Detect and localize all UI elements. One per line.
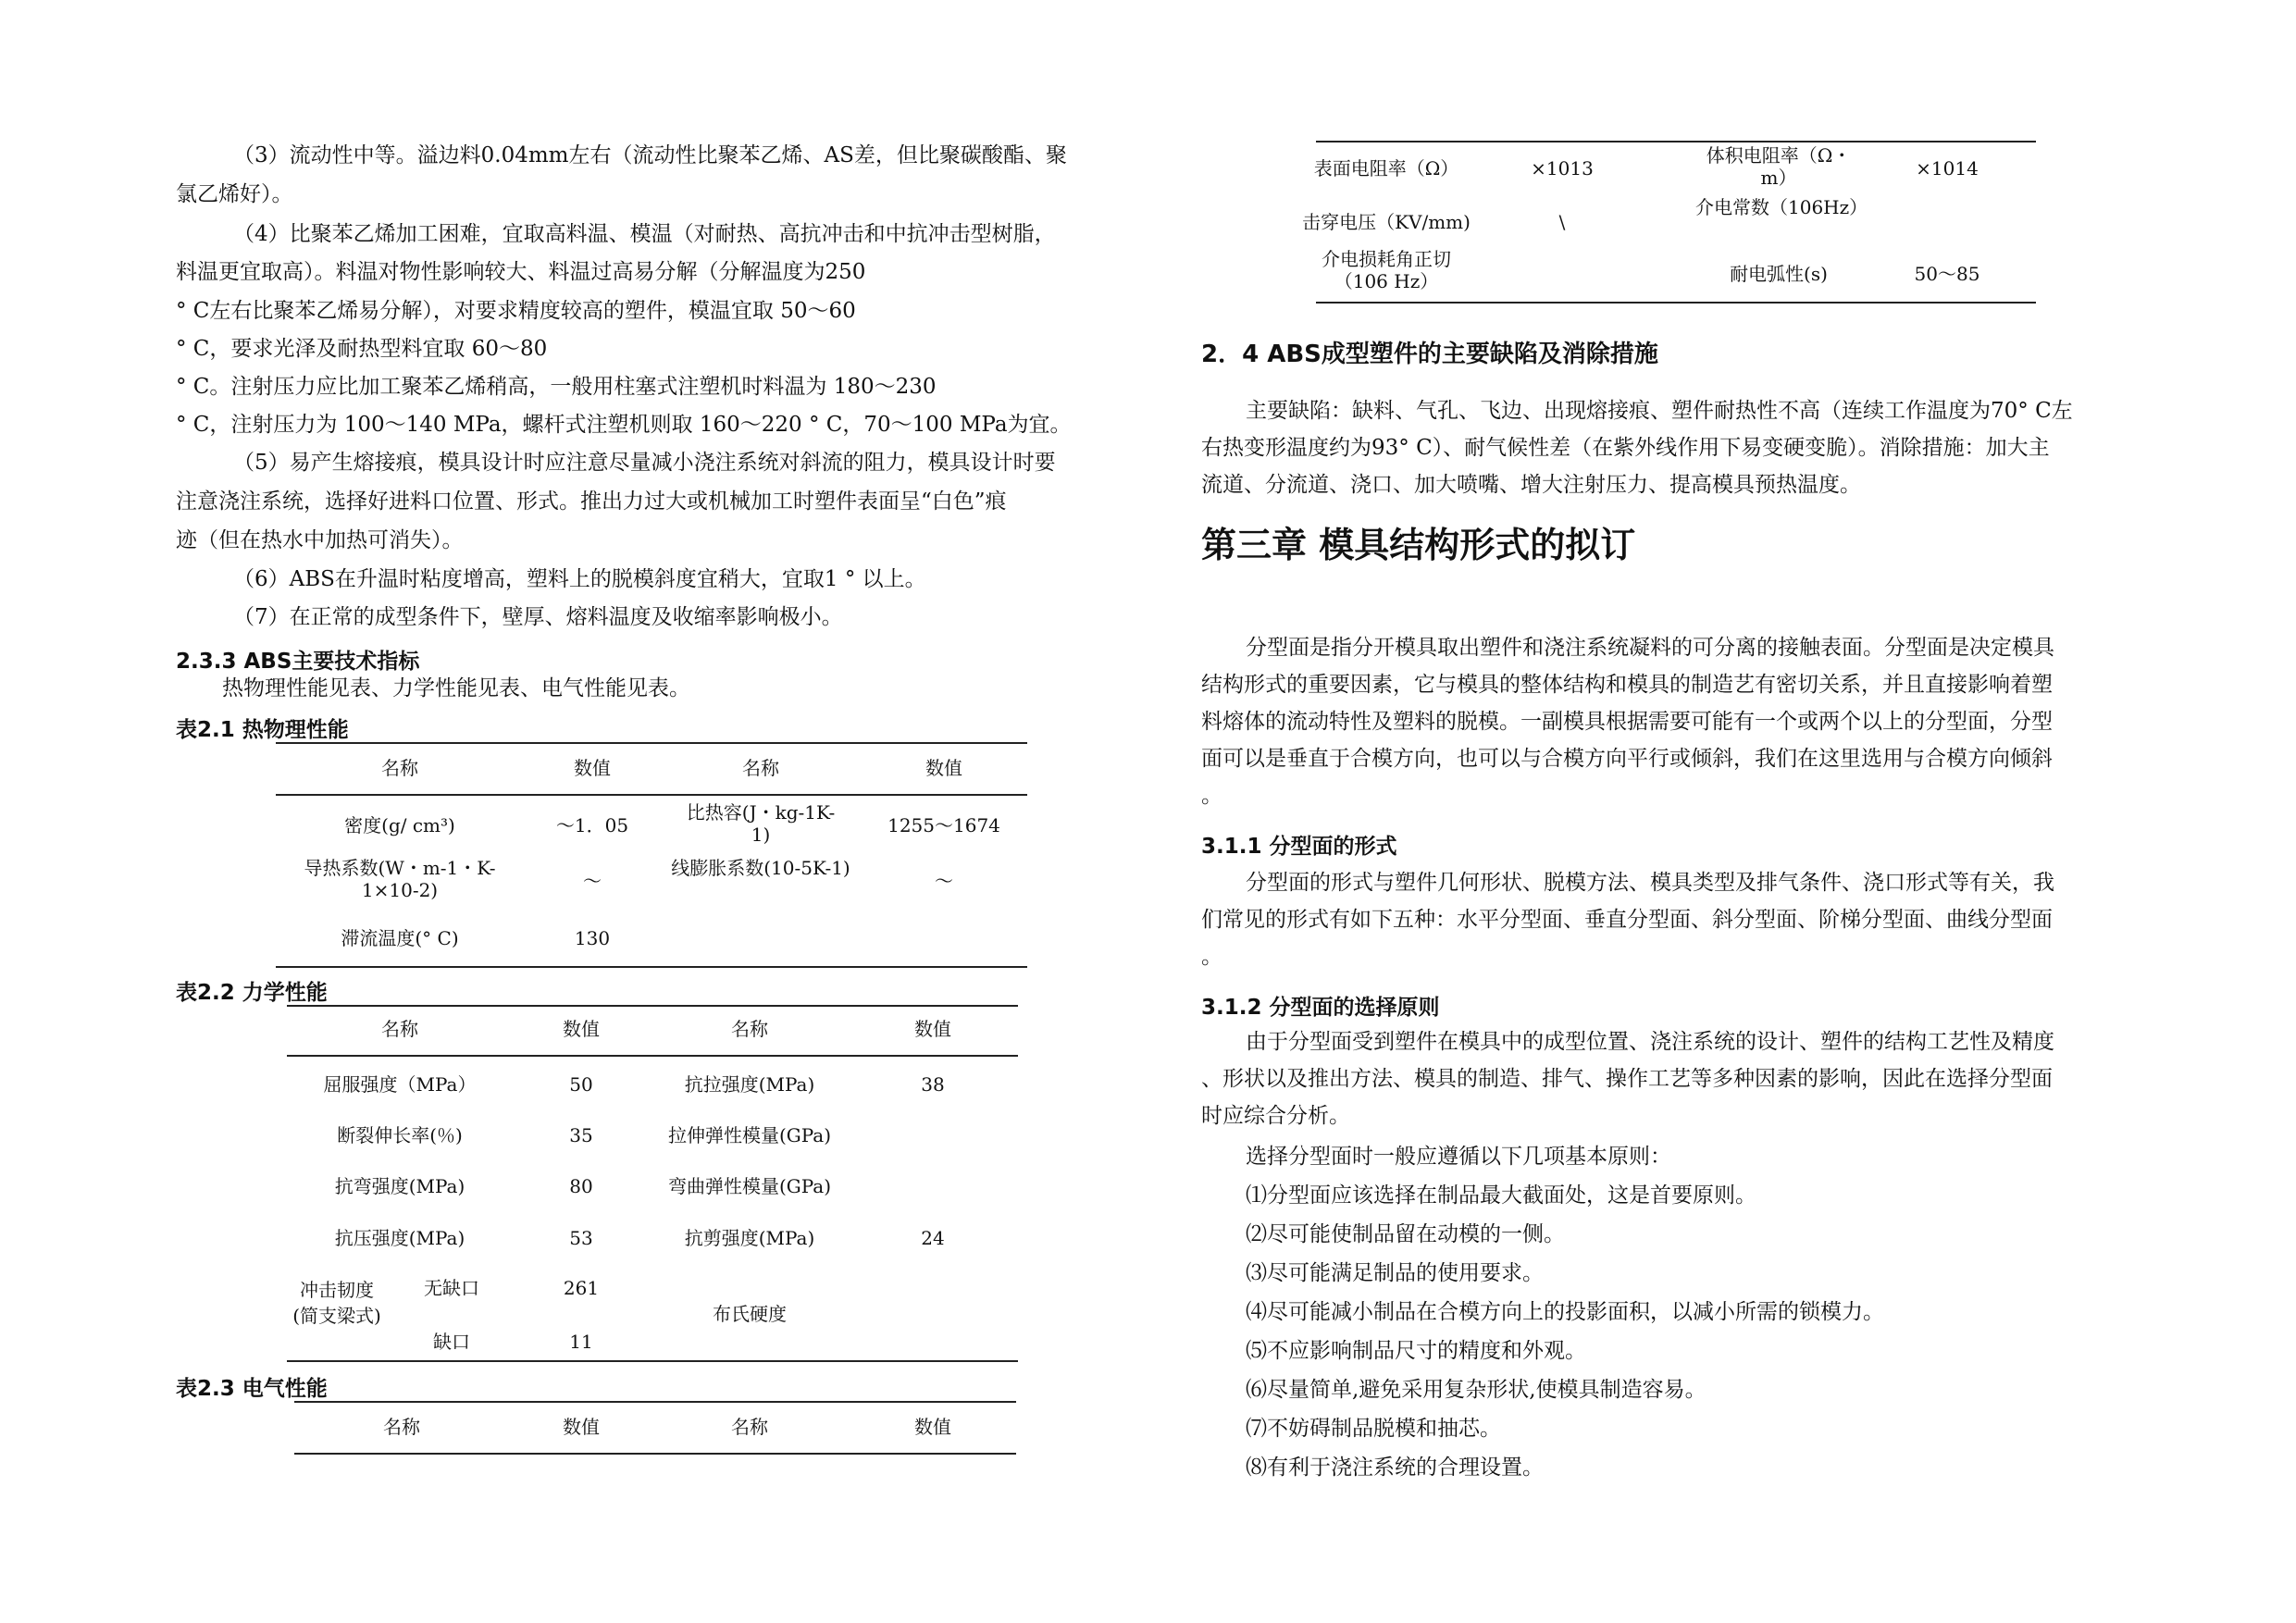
section-heading-311: 3.1.1 分型面的形式: [1201, 835, 1397, 859]
list-item: ⑴分型面应该选择在制品最大截面处，这是首要原则。: [1246, 1183, 1756, 1208]
table-cell: 表面电阻率（Ω）: [1313, 157, 1459, 180]
table-cell: 抗弯强度(MPa): [334, 1175, 465, 1197]
paragraph-line: 右热变形温度约为93° C）、耐气候性差（在紫外线作用下易变硬变脆）。消除措施：加大主: [1201, 436, 2050, 460]
table-cell: 抗拉强度(MPa): [684, 1073, 815, 1096]
table-cell: 比热容(J・kg-1K-1): [686, 801, 836, 846]
paragraph-line: 分型面是指分开模具取出塑件和浇注系统凝料的可分离的接触表面。分型面是决定模具: [1246, 636, 2054, 660]
table-cell: ～: [583, 870, 602, 892]
paragraph-line: 由于分型面受到塑件在模具中的成型位置、浇注系统的设计、塑件的结构工艺性及精度: [1246, 1030, 2054, 1054]
impact-sub-label: 无缺口: [424, 1277, 479, 1299]
table-top-rule: [1316, 141, 2036, 142]
table-cell: ×1013: [1531, 157, 1594, 180]
table-cell: 断裂伸长率(％): [337, 1124, 463, 1146]
table-cell: 线膨胀系数(10-5K-1): [671, 857, 850, 879]
paragraph-line: 分型面的形式与塑件几何形状、脱模方法、模具类型及排气条件、浇口形式等有关，我: [1246, 871, 2054, 895]
paragraph-line: 料温更宜取高）。料温对物性影响较大、料温过高易分解（分解温度为250: [176, 260, 866, 284]
table-cell: 弯曲弹性模量(GPa): [667, 1175, 832, 1197]
list-item: ⑵尽可能使制品留在动模的一侧。: [1246, 1222, 1565, 1246]
table-cell: 24: [921, 1227, 945, 1249]
table-header-rule: [294, 1453, 1016, 1455]
impact-sub-label: 缺口: [433, 1331, 470, 1353]
paragraph-line: （7）在正常的成型条件下，壁厚、熔料温度及收缩率影响极小。: [233, 605, 843, 629]
table-header-cell: 名称: [742, 757, 779, 779]
table-cell: 50～85: [1914, 263, 1980, 285]
table-cell: 53: [569, 1227, 593, 1249]
section-heading-233: 2.3.3 ABS主要技术指标: [176, 650, 420, 674]
table-cell: 35: [569, 1124, 593, 1146]
paragraph-line: 迹（但在热水中加热可消失）。: [176, 528, 464, 552]
table-header-cell: 数值: [563, 1018, 600, 1040]
table-bottom-rule: [287, 1360, 1018, 1362]
table-header-cell: 名称: [381, 757, 418, 779]
list-item: ⑶尽可能满足制品的使用要求。: [1246, 1261, 1544, 1285]
table-cell: 38: [921, 1073, 945, 1096]
table-2-3-title: 表2.3 电气性能: [176, 1377, 328, 1401]
table-cell: 耐电弧性(s): [1730, 263, 1828, 285]
table-cell: 滞流温度(° C): [341, 927, 459, 949]
paragraph-line: 料熔体的流动特性及塑料的脱模。一副模具根据需要可能有一个或两个以上的分型面，分型: [1201, 710, 2053, 734]
table-cell: 抗压强度(MPa): [334, 1227, 465, 1249]
table-bottom-rule: [1316, 302, 2036, 304]
paragraph-line: ° C，注射压力为 100～140 MPa，螺杆式注塑机则取 160～220 ° C，70～100 MPa为宜。: [176, 413, 1072, 437]
table-cell: 50: [569, 1073, 593, 1096]
paragraph-line: 选择分型面时一般应遵循以下几项基本原则：: [1246, 1145, 1671, 1169]
paragraph-line: ° C左右比聚苯乙烯易分解），对要求精度较高的塑件，模温宜取 50～60: [176, 299, 856, 323]
table-cell: ～1．05: [555, 814, 629, 836]
table-cell: 导热系数(W・m-1・K-1×10-2): [304, 857, 496, 901]
paragraph-line: 。: [1201, 945, 1222, 969]
paragraph-line: ° C，要求光泽及耐热型料宜取 60～80: [176, 337, 548, 361]
table-cell: ～: [935, 870, 953, 892]
paragraph-line: ° C。注射压力应比加工聚苯乙烯稍高，一般用柱塞式注塑机时料温为 180～230: [176, 375, 937, 399]
table-header-cell: 名称: [381, 1018, 418, 1040]
table-header-rule: [276, 794, 1027, 796]
table-2-1-title: 表2.1 热物理性能: [176, 718, 349, 742]
list-item: ⑻有利于浇注系统的合理设置。: [1246, 1456, 1544, 1480]
table-bottom-rule: [276, 966, 1027, 968]
table-cell: ×1014: [1916, 157, 1979, 180]
table-top-rule: [287, 1005, 1018, 1007]
table-top-rule: [276, 742, 1027, 744]
table-top-rule: [294, 1401, 1016, 1403]
list-item: ⑸不应影响制品尺寸的精度和外观。: [1246, 1339, 1586, 1363]
table-cell: 130: [574, 927, 611, 949]
table-cell: 80: [569, 1175, 593, 1197]
paragraph-line: 氯乙烯好）。: [176, 182, 293, 206]
paragraph-line: 面可以是垂直于合模方向，也可以与合模方向平行或倾斜，我们在这里选用与合模方向倾斜: [1201, 747, 2053, 771]
table-cell: 11: [569, 1331, 593, 1353]
section-heading-312: 3.1.2 分型面的选择原则: [1201, 996, 1440, 1020]
table-cell: 介电常数（106Hz）: [1695, 196, 1868, 218]
paragraph-line: （3）流动性中等。溢边料0.04mm左右（流动性比聚苯乙烯、AS差，但比聚碳酸酯、聚: [233, 143, 1067, 167]
paragraph-line: 主要缺陷：缺料、气孔、飞边、出现熔接痕、塑件耐热性不高（连续工作温度为70° C左: [1246, 399, 2073, 423]
table-cell: 屈服强度（MPa）: [323, 1073, 477, 1096]
table-header-cell: 数值: [914, 1416, 951, 1438]
list-item: ⑷尽可能减小制品在合模方向上的投影面积，以减小所需的锁模力。: [1246, 1300, 1884, 1324]
list-item: ⑺不妨碍制品脱模和抽芯。: [1246, 1417, 1501, 1441]
table-header-cell: 名称: [731, 1018, 768, 1040]
impact-toughness-label: 冲击韧度(简支梁式): [292, 1279, 381, 1327]
table-cell: 击穿电压（KV/mm): [1302, 211, 1471, 233]
table-cell: 布氏硬度: [713, 1303, 787, 1325]
table-cell: 拉伸弹性模量(GPa): [667, 1124, 832, 1146]
table-cell: 1255～1674: [887, 814, 1000, 836]
paragraph-line: 。: [1201, 784, 1222, 808]
chapter-title: 第三章 模具结构形式的拟订: [1201, 525, 1636, 565]
table-header-cell: 名称: [383, 1416, 420, 1438]
paragraph-line: 、形状以及推出方法、模具的制造、排气、操作工艺等多种因素的影响，因此在选择分型面: [1201, 1067, 2053, 1091]
table-header-cell: 数值: [914, 1018, 951, 1040]
table-cell: 介电损耗角正切（106 Hz）: [1322, 248, 1451, 292]
paragraph-line: （4）比聚苯乙烯加工困难，宜取高料温、模温（对耐热、高抗冲击和中抗冲击型树脂，: [233, 222, 1056, 246]
section-heading-24: 2．4 ABS成型塑件的主要缺陷及消除措施: [1201, 341, 1658, 368]
table-cell: 体积电阻率（Ω・m）: [1706, 144, 1852, 189]
section-233-text: 热物理性能见表、力学性能见表、电气性能见表。: [222, 676, 690, 700]
list-item: ⑹尽量简单,避免采用复杂形状,使模具制造容易。: [1246, 1378, 1706, 1402]
table-cell: 密度(g/ cm³): [344, 814, 455, 836]
paragraph-line: 流道、分流道、浇口、加大喷嘴、增大注射压力、提高模具预热温度。: [1201, 473, 1861, 497]
paragraph-line: （6）ABS在升温时粘度增高，塑料上的脱模斜度宜稍大，宜取1 ° 以上。: [233, 567, 926, 591]
table-header-cell: 数值: [574, 757, 611, 779]
table-header-rule: [287, 1055, 1018, 1057]
table-cell: 抗剪强度(MPa): [684, 1227, 815, 1249]
table-cell: \: [1558, 211, 1566, 233]
paragraph-line: 注意浇注系统，选择好进料口位置、形式。推出力过大或机械加工时塑件表面呈“白色”痕: [176, 489, 1007, 514]
paragraph-line: 们常见的形式有如下五种：水平分型面、垂直分型面、斜分型面、阶梯分型面、曲线分型面: [1201, 908, 2053, 932]
table-header-cell: 数值: [925, 757, 962, 779]
table-header-cell: 数值: [563, 1416, 600, 1438]
paragraph-line: （5）易产生熔接痕，模具设计时应注意尽量减小浇注系统对斜流的阻力，模具设计时要: [233, 451, 1056, 475]
table-cell: 261: [563, 1277, 600, 1299]
table-2-2-title: 表2.2 力学性能: [176, 981, 328, 1005]
paragraph-line: 时应综合分析。: [1201, 1104, 1350, 1128]
paragraph-line: 结构形式的重要因素，它与模具的整体结构和模具的制造艺有密切关系，并且直接影响着塑: [1201, 673, 2053, 697]
table-header-cell: 名称: [731, 1416, 768, 1438]
